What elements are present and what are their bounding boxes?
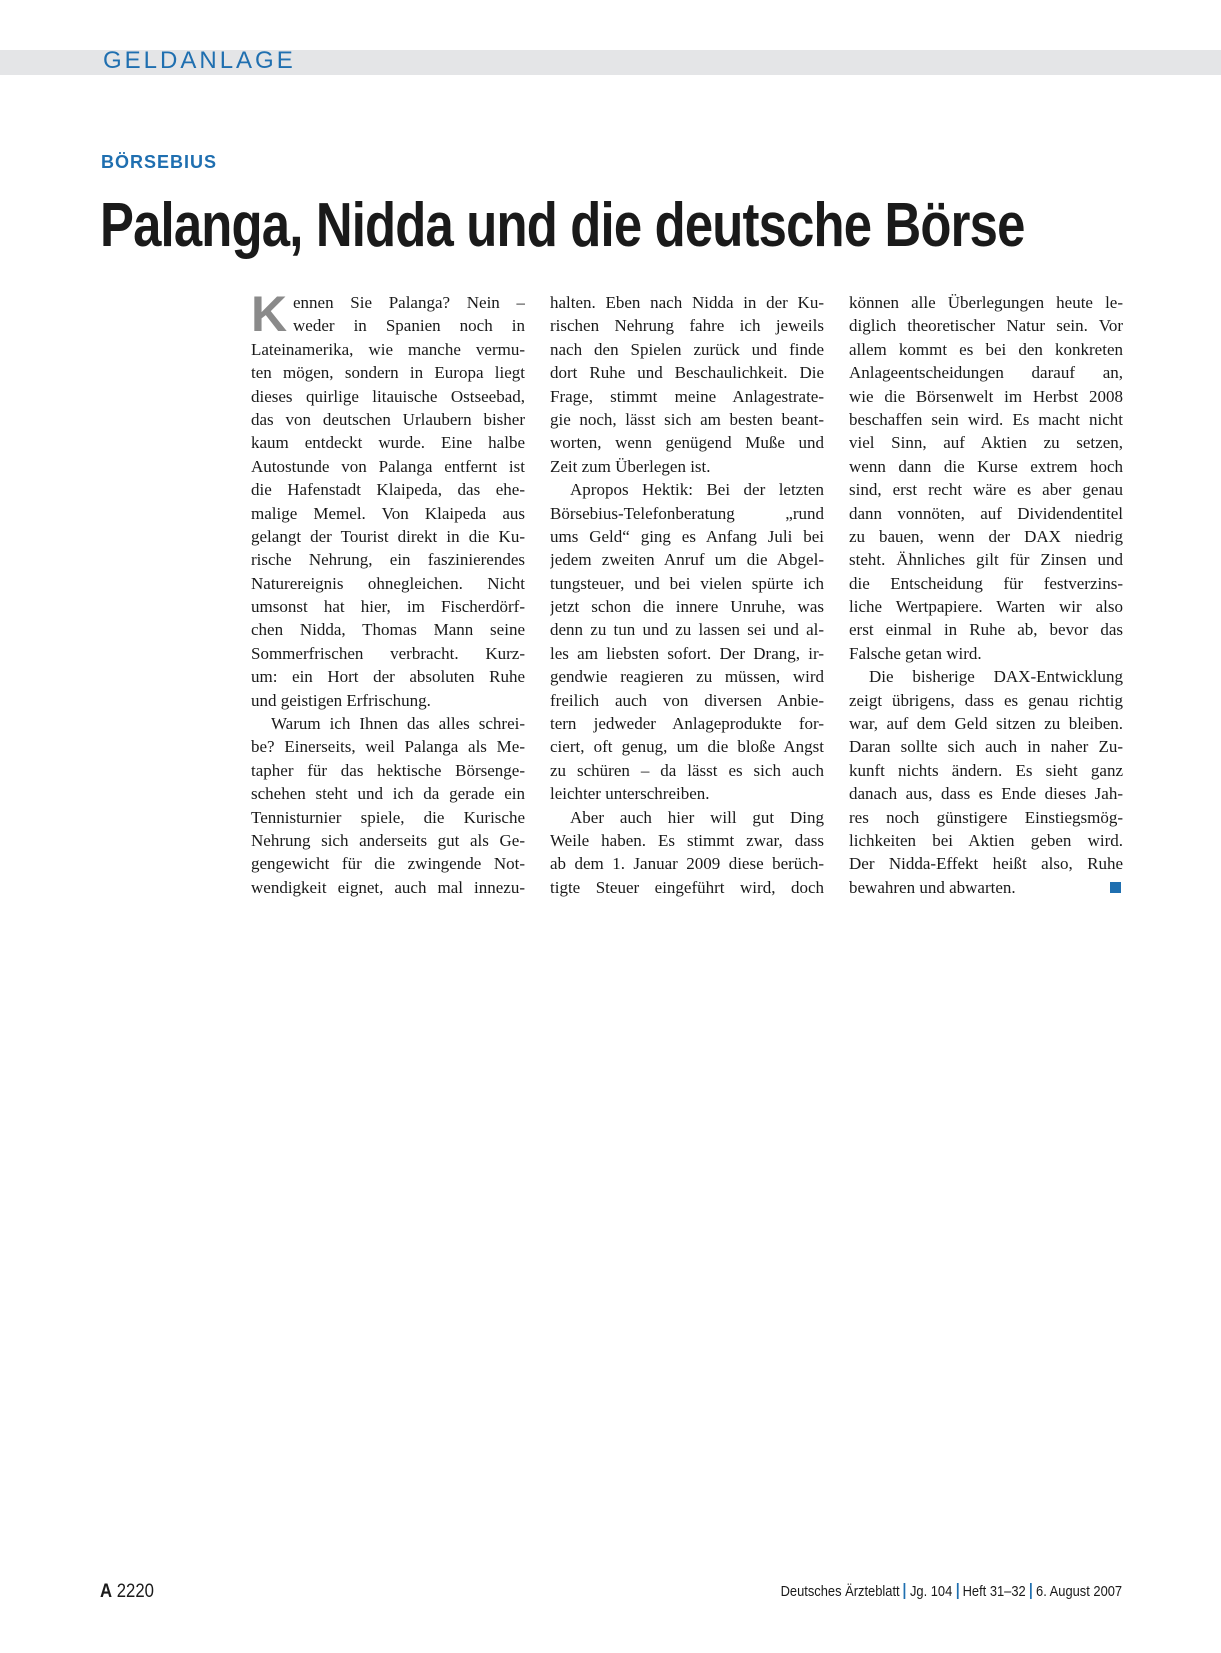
text-line: liche Wertpapiere. Warten wir also <box>849 597 1123 617</box>
text-line: Der Nidda-Effekt heißt also, Ruhe <box>849 854 1123 874</box>
text-line: wendigkeit eignet, auch mal innezu- <box>251 877 525 897</box>
journal-volume: Jg. 104 <box>909 1583 953 1600</box>
separator <box>904 1583 906 1599</box>
separator <box>1030 1583 1032 1599</box>
text-line: Weile haben. Es stimmt zwar, dass <box>550 830 824 850</box>
text-line: kunft nichts ändern. Es sieht ganz <box>849 760 1123 780</box>
text-line: tigte Steuer eingeführt wird, doch <box>550 877 824 897</box>
text-line: lichkeiten bei Aktien geben wird. <box>849 830 1123 850</box>
journal-issue: Heft 31–32 <box>962 1583 1026 1600</box>
text-line: freilich auch von diversen Anbie- <box>550 690 824 710</box>
article-headline: Palanga, Nidda und die deutsche Börse <box>100 191 1025 260</box>
text-line: tapher für das hektische Börsenge- <box>251 760 525 780</box>
text-line: die Hafenstadt Klaipeda, das ehe- <box>251 480 525 500</box>
text-line: Aber auch hier will gut Ding <box>570 807 824 827</box>
text-line: res noch günstigere Einstiegsmög- <box>849 807 1123 827</box>
text-line: gendwie reagieren zu müssen, wird <box>550 667 824 687</box>
text-line: ciert, oft genug, um die bloße Angst <box>550 737 824 757</box>
text-line: Lateinamerika, wie manche vermu- <box>251 339 525 359</box>
text-line: les am liebsten sofort. Der Drang, ir- <box>550 643 824 663</box>
text-line: Warum ich Ihnen das alles schrei- <box>271 714 525 734</box>
text-line: chen Nidda, Thomas Mann seine <box>251 620 525 640</box>
text-line: Apropos Hektik: Bei der letzten <box>570 480 824 500</box>
text-line: rische Nehrung, ein faszinierendes <box>251 550 525 570</box>
article-column-2 <box>550 291 824 899</box>
text-line: Die bisherige DAX-Entwicklung <box>869 667 1123 687</box>
text-line: Daran sollte sich auch in naher Zu- <box>849 737 1123 757</box>
text-line: beschaffen sein wird. Es macht nicht <box>849 409 1123 429</box>
text-line: gelangt der Tourist direkt in die Ku- <box>251 526 525 546</box>
text-line: steht. Ähnliches gilt für Zinsen und <box>849 550 1123 570</box>
text-line: Autostunde von Palanga entfernt ist <box>251 456 525 476</box>
text-line: ennen Sie Palanga? Nein – <box>293 293 525 312</box>
text-line: und geistigen Erfrischung. <box>251 690 431 710</box>
text-line: erst einmal in Ruhe ab, bevor das <box>849 620 1123 640</box>
text-line: dann vonnöten, auf Dividendentitel <box>849 503 1123 523</box>
text-line: danach aus, dass es Ende dieses Jah- <box>849 784 1123 804</box>
text-line: Tennisturnier spiele, die Kurische <box>251 807 525 827</box>
page-number-value: 2220 <box>116 1581 154 1602</box>
text-line: rischen Nehrung fahre ich jeweils <box>550 316 824 336</box>
drop-cap: K <box>251 286 288 342</box>
publication-date: 6. August 2007 <box>1035 1583 1122 1600</box>
text-line: gengewicht für die zwingende Not- <box>251 854 525 874</box>
text-line: Frage, stimmt meine Anlagestrate- <box>550 386 824 406</box>
text-line: dieses quirlige litauische Ostseebad, <box>251 386 525 406</box>
text-line: jedem zweiten Anruf um die Abgel- <box>550 550 824 570</box>
text-line: war, auf dem Geld sitzen zu bleiben. <box>849 714 1123 734</box>
text-line: zeigt übrigens, dass es genau richtig <box>849 690 1123 710</box>
text-line: denn zu tun und zu lassen sei und al- <box>550 620 824 640</box>
text-line: zu schüren – da lässt es sich auch <box>550 760 824 780</box>
text-line: ab dem 1. Januar 2009 diese berüch- <box>550 854 824 874</box>
text-line: Anlageentscheidungen darauf an, <box>849 363 1123 383</box>
text-line: worten, wenn genügend Muße und <box>550 433 824 453</box>
text-line: Sommerfrischen verbracht. Kurz- <box>251 643 525 663</box>
text-line: kaum entdeckt wurde. Eine halbe <box>251 433 525 453</box>
text-line: schehen steht und ich da gerade ein <box>251 784 525 804</box>
text-line: zu bauen, wenn der DAX niedrig <box>849 526 1123 546</box>
text-line: sind, erst recht wäre es aber genau <box>849 480 1123 500</box>
text-line: diglich theoretischer Natur sein. Vor <box>849 316 1123 336</box>
text-line: be? Einerseits, weil Palanga als Me- <box>251 737 525 757</box>
text-line: malige Memel. Von Klaipeda aus <box>251 503 525 523</box>
article-column-1 <box>251 286 525 899</box>
text-line: halten. Eben nach Nidda in der Ku- <box>550 293 824 312</box>
text-line: Zeit zum Überlegen ist. <box>550 456 711 476</box>
text-line: allem kommt es bei den konkreten <box>849 339 1123 359</box>
text-line: Börsebius-Telefonberatung „rund <box>550 503 824 523</box>
article-kicker: BÖRSEBIUS <box>101 152 218 172</box>
text-line: die Entscheidung für festverzins- <box>849 573 1123 593</box>
text-line: um: ein Hort der absoluten Ruhe <box>251 667 525 687</box>
text-line: gie noch, lässt sich am besten beant- <box>550 409 824 429</box>
text-line: tern jedweder Anlageprodukte for- <box>550 714 824 734</box>
text-line: ums Geld“ ging es Anfang Juli bei <box>550 526 824 546</box>
page-prefix: A <box>100 1581 113 1602</box>
section-label: GELDANLAGE <box>103 47 296 74</box>
text-line: leichter unterschreiben. <box>550 784 710 804</box>
text-line: können alle Überlegungen heute le- <box>849 293 1123 312</box>
last-line-wrap <box>849 876 1123 899</box>
page-number <box>100 1580 154 1604</box>
separator <box>956 1583 958 1599</box>
text-line: umsonst hat hier, im Fischerdörf- <box>251 597 525 617</box>
text-line: weder in Spanien noch in <box>293 316 525 336</box>
text-line: Falsche getan wird. <box>849 643 982 663</box>
text-line: das von deutschen Urlaubern bisher <box>251 409 525 429</box>
journal-name: Deutsches Ärzteblatt <box>780 1583 900 1600</box>
text-line: dort Ruhe und Beschaulichkeit. Die <box>550 363 824 383</box>
text-line: nach den Spielen zurück und finde <box>550 339 824 359</box>
article-column-3 <box>849 291 1123 899</box>
text-line: bewahren und abwarten. <box>849 877 1016 897</box>
publication-info <box>780 1582 1122 1602</box>
text-line: tungsteuer, und bei vielen spürte ich <box>550 573 824 593</box>
text-line: viel Sinn, auf Aktien zu setzen, <box>849 433 1123 453</box>
text-line: jetzt schon die innere Unruhe, was <box>550 597 824 617</box>
end-of-article-square-icon <box>1110 882 1121 893</box>
text-line: ten mögen, sondern in Europa liegt <box>251 363 525 383</box>
text-line: Naturereignis ohnegleichen. Nicht <box>251 573 525 593</box>
text-line: wie die Börsenwelt im Herbst 2008 <box>849 386 1123 406</box>
text-line: Nehrung sich anderseits gut als Ge- <box>251 830 525 850</box>
text-line: wenn dann die Kurse extrem hoch <box>849 456 1123 476</box>
